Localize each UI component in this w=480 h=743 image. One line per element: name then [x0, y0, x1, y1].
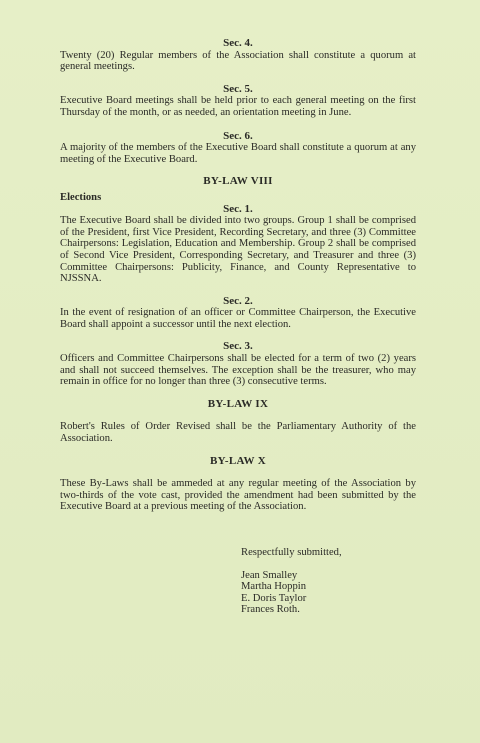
bylaw8-sec2-text: In the event of resignation of an officer or Committee Chairperson, the Executive Board shall appoint a successor until the next election. [60, 307, 416, 330]
sec4-text: Twenty (20) Regular members of the Association shall constitute a quorum at general meetings. [60, 49, 416, 73]
signatory-name: E. Doris Taylor [241, 592, 307, 604]
bylaw8-label: Elections [60, 191, 102, 203]
bylaw9-title: BY-LAW IX [207, 397, 269, 410]
sec6-heading: Sec. 6. [223, 129, 253, 142]
closing-text: Respectfully submitted, [241, 547, 342, 558]
bylaw8-sec3-heading: Sec. 3. [223, 340, 253, 353]
bylaw9-text: Robert's Rules of Order Revised shall be the Parliamentary Authority of the Association. [60, 421, 416, 445]
sec5-heading: Sec. 5. [223, 82, 253, 95]
bylaw8-sec2-heading: Sec. 2. [223, 294, 253, 307]
sec4-heading: Sec. 4. [223, 37, 253, 49]
bylaw8-title: BY-LAW VIII [203, 175, 273, 188]
signature-block [241, 547, 342, 615]
signatory-name: Martha Hoppin [241, 581, 307, 593]
sec6-text: A majority of the members of the Executive Board shall constitute a quorum at any meeting of the Executive Board. [60, 142, 416, 165]
signatory-name: Jean Smalley [241, 570, 298, 582]
bylaw8-sec1-text: The Executive Board shall be divided into two groups. Group 1 shall be comprised of the President, first Vice President, Recording Secretary, and three (3) Committee Chairpersons: Legislation, Education and Membership. Group 2 shall be comprised of Second Vice President, Corresponding Secretary, and Treasurer and three (3) Committee Chairpersons: Publicity, Finance, and County Representative to NJSSNA. [60, 215, 416, 285]
bylaw10-title: BY-LAW X [210, 454, 266, 467]
signatory-name: Frances Roth. [241, 603, 300, 615]
sec5-text: Executive Board meetings shall be held prior to each general meeting on the first Thursday of the month, or as needed, an orientation meeting in June. [60, 95, 416, 118]
bylaw10-text: These By-Laws shall be ammeded at any regular meeting of the Association by two-thirds of the vote cast, provided the amendment had been submitted by the Executive Board at a previous meeting of the Association. [60, 478, 416, 513]
bylaw8-sec3-text: Officers and Committee Chairpersons shall be elected for a term of two (2) years and shall not succeed themselves. The exception shall be the treasurer, who may remain in office for no longer than three (3) consecutive terms. [60, 353, 416, 388]
bylaw8-sec1-heading: Sec. 1. [223, 202, 253, 215]
bylaws-content [60, 38, 416, 513]
